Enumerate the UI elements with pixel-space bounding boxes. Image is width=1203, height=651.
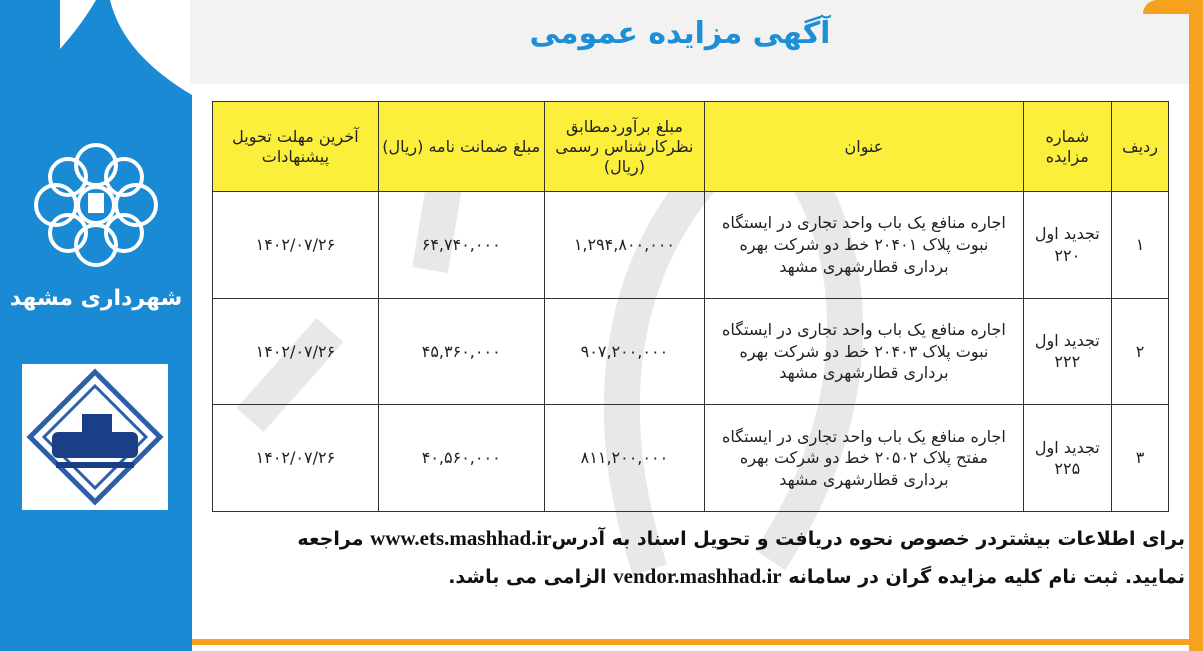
estimate-amount: ۱,۲۹۴,۸۰۰,۰۰۰ — [544, 192, 705, 299]
auction-subject: اجاره منافع یک باب واحد تجاری در ایستگاه مفتح پلاک ۲۰۵۰۲ خط دو شرکت بهره برداری قطارشهری مشهد — [705, 405, 1023, 512]
train-logo-icon — [22, 364, 168, 510]
orange-corner — [1143, 0, 1203, 14]
deadline-date: ۱۴۰۲/۰۷/۲۶ — [213, 298, 379, 405]
guarantee-amount: ۴۵,۳۶۰,۰۰۰ — [378, 298, 544, 405]
row-number: ۳ — [1112, 405, 1169, 512]
row-number: ۲ — [1112, 298, 1169, 405]
row-number: ۱ — [1112, 192, 1169, 299]
deadline-date: ۱۴۰۲/۰۷/۲۶ — [213, 192, 379, 299]
sidebar — [0, 0, 192, 651]
table-header-row — [213, 102, 1169, 192]
guarantee-amount: ۶۴,۷۴۰,۰۰۰ — [378, 192, 544, 299]
table-row — [213, 298, 1169, 405]
company-logo-card — [22, 364, 168, 510]
notice-text-part: نمایید. ثبت نام کلیه مزایده گران در سامانه — [788, 566, 1185, 588]
deadline-date: ۱۴۰۲/۰۷/۲۶ — [213, 405, 379, 512]
auction-number: تجدید اول ۲۲۵ — [1023, 405, 1111, 512]
bottom-border — [190, 639, 1203, 645]
column-header: ردیف — [1112, 102, 1169, 192]
table-row — [213, 405, 1169, 512]
notice-text-part: مراجعه — [297, 528, 364, 550]
auction-number: تجدید اول ۲۲۲ — [1023, 298, 1111, 405]
notice-text-part: برای اطلاعات بیشتردر خصوص نحوه دریافت و تحویل اسناد به آدرس — [551, 528, 1185, 550]
auction-subject: اجاره منافع یک باب واحد تجاری در ایستگاه نبوت پلاک ۲۰۴۰۳ خط دو شرکت بهره برداری قطارشهری مشهد — [705, 298, 1023, 405]
auction-subject: اجاره منافع یک باب واحد تجاری در ایستگاه نبوت پلاک ۲۰۴۰۱ خط دو شرکت بهره برداری قطارشهری مشهد — [705, 192, 1023, 299]
column-header: عنوان — [705, 102, 1023, 192]
column-header: مبلغ ضمانت نامه (ریال) — [378, 102, 544, 192]
notice-text-part: الزامی می باشد. — [448, 566, 607, 588]
auction-table — [212, 101, 1169, 512]
column-header: شماره مزایده — [1023, 102, 1111, 192]
guarantee-amount: ۴۰,۵۶۰,۰۰۰ — [378, 405, 544, 512]
estimate-amount: ۸۱۱,۲۰۰,۰۰۰ — [544, 405, 705, 512]
municipality-name: شهرداری مشهد — [9, 286, 183, 311]
auction-number: تجدید اول ۲۲۰ — [1023, 192, 1111, 299]
orange-border — [1189, 0, 1203, 651]
estimate-amount: ۹۰۷,۲۰۰,۰۰۰ — [544, 298, 705, 405]
column-header: مبلغ برآوردمطابق نظرکارشناس رسمی (ریال) — [544, 102, 705, 192]
page-title: آگهی مزایده عمومی — [529, 16, 831, 51]
column-header: آخرین مهلت تحویل پیشنهادات — [213, 102, 379, 192]
table-row — [213, 192, 1169, 299]
notice-text — [210, 520, 1185, 596]
vendor-website-link[interactable]: vendor.mashhad.ir — [613, 564, 782, 588]
notice-line-1 — [210, 520, 1185, 558]
notice-line-2 — [210, 558, 1185, 596]
ets-website-link[interactable]: www.ets.mashhad.ir — [370, 526, 552, 550]
